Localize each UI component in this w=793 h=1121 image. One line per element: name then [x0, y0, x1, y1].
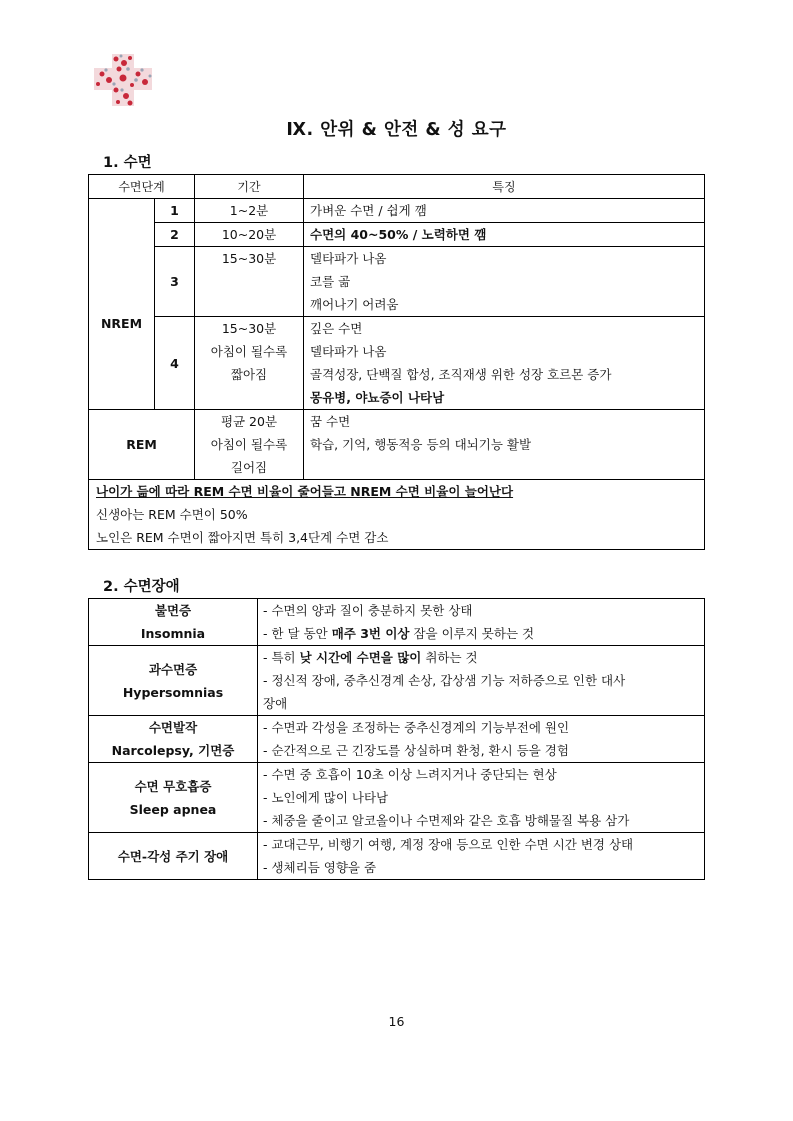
table-row-stage-2	[89, 223, 705, 247]
disorder-description: - 교대근무, 비행기 여행, 계정 장애 등으로 인한 수면 시간 변경 상태 - 생체리듬 영향을 줌	[258, 833, 705, 880]
stage-features: 델타파가 나옴 코를 곪 깨어나기 어려움	[304, 247, 705, 317]
sleep-disorders-table	[88, 598, 705, 880]
disorder-name: 불면증 Insomnia	[89, 599, 258, 646]
stage-number: 4	[155, 317, 195, 410]
table-row-insomnia	[89, 599, 705, 646]
disorder-name: 수면 무호흡증 Sleep apnea	[89, 763, 258, 833]
note-row	[89, 480, 705, 550]
disorder-description: - 특히 낮 시간에 수면을 많이 취하는 것 - 정신적 장애, 중추신경계 손상, 갑상샘 기능 저하증으로 인한 대사 장애	[258, 646, 705, 716]
table-row-sleep-apnea	[89, 763, 705, 833]
nrem-label: NREM	[89, 199, 155, 410]
stage-period: 10~20분	[195, 223, 304, 247]
disorder-name: 과수면증 Hypersomnias	[89, 646, 258, 716]
disorder-description: - 수면의 양과 질이 충분하지 못한 상태 - 한 달 동안 매주 3번 이상 잠을 이루지 못하는 것	[258, 599, 705, 646]
section-heading-sleep: 1. 수면	[103, 155, 152, 171]
disorder-description: - 수면 중 호흡이 10초 이상 느려지거나 중단되는 현상 - 노인에게 많이 나타남 - 체중을 줄이고 알코올이나 수면제와 같은 호흡 방해물질 복용 삼가	[258, 763, 705, 833]
sleep-stages-table	[88, 174, 705, 550]
table-row-stage-3	[89, 247, 705, 317]
stage-number: 1	[155, 199, 195, 223]
stage-period: 15~30분	[195, 247, 304, 317]
page-number: 16	[388, 1014, 405, 1029]
age-note: 나이가 듦에 따라 REM 수면 비율이 줄어들고 NREM 수면 비율이 늘어난다 신생아는 REM 수면이 50% 노인은 REM 수면이 짧아지면 특히 3,4단계 수면 감소	[89, 480, 705, 550]
table-row-stage-4	[89, 317, 705, 410]
table-row-hypersomnia	[89, 646, 705, 716]
table-header-row	[89, 175, 705, 199]
disorder-name: 수면-각성 주기 장애	[89, 833, 258, 880]
document-title: Ⅸ. 안위 & 안전 & 성 요구	[286, 120, 507, 140]
column-header-period: 기간	[195, 175, 304, 199]
rem-features: 꿈 수면 학습, 기억, 행동적응 등의 대뇌기능 활발	[304, 410, 705, 480]
table-row-stage-1	[89, 199, 705, 223]
column-header-stage: 수면단계	[89, 175, 195, 199]
stage-period: 1~2분	[195, 199, 304, 223]
stage-features: 깊은 수면 델타파가 나옴 골격성장, 단백질 합성, 조직재생 위한 성장 호르몬 증가 몽유병, 야뇨증이 나타남	[304, 317, 705, 410]
table-row-circadian	[89, 833, 705, 880]
disorder-name: 수면발작 Narcolepsy, 기면증	[89, 716, 258, 763]
stage-number: 3	[155, 247, 195, 317]
disorder-description: - 수면과 각성을 조정하는 중추신경계의 기능부전에 원인 - 순간적으로 근 긴장도를 상실하며 환청, 환시 등을 경험	[258, 716, 705, 763]
table-row-narcolepsy	[89, 716, 705, 763]
stage-features: 가벼운 수면 / 쉽게 깸	[304, 199, 705, 223]
column-header-features: 특징	[304, 175, 705, 199]
rem-period: 평균 20분 아침이 될수록 길어짐	[195, 410, 304, 480]
section-heading-sleep-disorders: 2. 수면장애	[103, 579, 180, 595]
stage-features: 수면의 40~50% / 노력하면 깸	[304, 223, 705, 247]
stage-period: 15~30분 아침이 될수록 짧아짐	[195, 317, 304, 410]
table-row-rem	[89, 410, 705, 480]
rem-label: REM	[89, 410, 195, 480]
red-cross-medical-logo-icon	[94, 54, 154, 106]
stage-number: 2	[155, 223, 195, 247]
